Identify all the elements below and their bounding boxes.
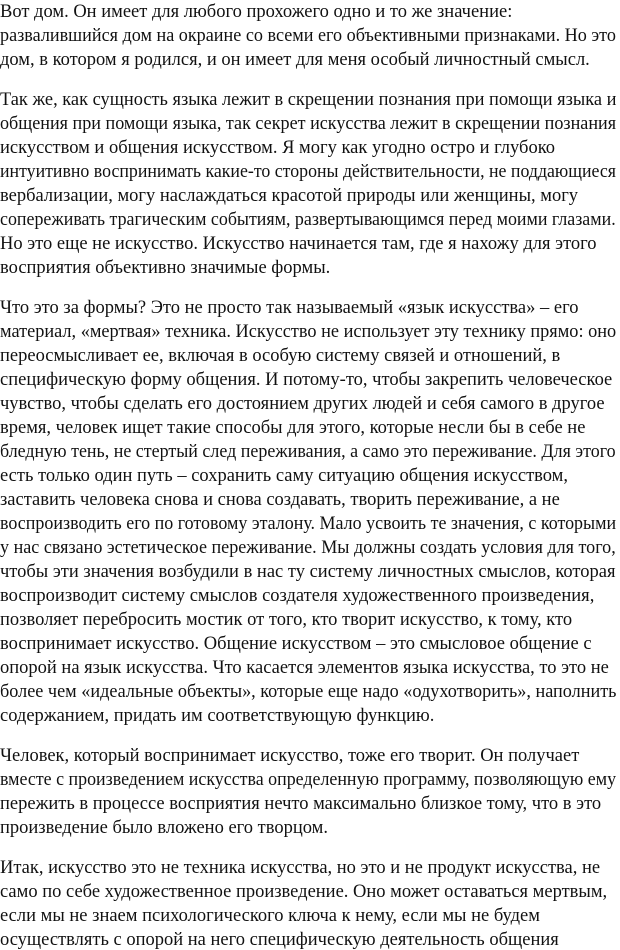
text-line: восприятия объективно значимые формы.: [0, 258, 331, 278]
text-line: Так же, как сущность языка лежит в скрещении познания при помощи языка и: [0, 90, 617, 110]
text-line: Что это за формы? Это не просто так называемый «язык искусства» – его: [0, 298, 579, 318]
text-line: чтобы эти значения возбудили в нас ту систему личностных смыслов, которая: [0, 562, 616, 582]
text-line: воспринимает искусство. Общение искусством – это смысловое общение с: [0, 634, 592, 654]
text-line: вместе с произведением искусства определенную программу, позволяющую ему: [0, 770, 617, 790]
text-line: позволяет перебросить мостик от того, кто творит искусство, к тому, кто: [0, 610, 573, 630]
text-line: содержанием, придать им соответствующую функцию.: [0, 706, 435, 726]
text-line: искусством и общения искусством. Я могу как угодно остро и глубоко: [0, 138, 555, 158]
text-line: если мы не знаем психологического ключа к нему, если мы не будем: [0, 906, 540, 926]
text-line: Человек, который воспринимает искусство, тоже его творит. Он получает: [0, 746, 580, 766]
text-line: общения при помощи языка, так секрет искусства лежит в скрещении познания: [0, 114, 617, 134]
text-line: время, человек ищет такие способы для этого, которые несли бы в себе не: [0, 418, 586, 438]
text-line: развалившийся дом на окраине со всеми его объективными признаками. Но это: [0, 26, 616, 46]
text-line: произведение было вложено его творцом.: [0, 818, 328, 838]
text-line: сопереживать трагическим событиям, развертывающимся перед моими глазами.: [0, 210, 616, 230]
text-line: интуитивно воспринимать какие-то стороны действительности, не поддающиеся: [0, 162, 617, 182]
text-line: переосмысливает ее, включая в особую систему связей и отношений, в: [0, 346, 561, 366]
text-line: воспроизводить его по готовому эталону. Мало усвоить те значения, с которыми: [0, 514, 617, 534]
text-line: вербализации, могу наслаждаться красотой природы или женщины, могу: [0, 186, 579, 206]
text-line: осуществлять с опорой на него специфическую деятельность общения: [0, 930, 559, 950]
text-line: есть только один путь – сохранить саму ситуацию общения искусством,: [0, 466, 568, 486]
text-line: заставить человека снова и снова создавать, творить переживание, а не: [0, 490, 560, 510]
text-line: само по себе художественное произведение. Оно может оставаться мертвым,: [0, 882, 608, 902]
text-line: материал, «мертвая» техника. Искусство не использует эту технику прямо: оно: [0, 322, 617, 342]
text-line: опорой на язык искусства. Что касается элементов языка искусства, то это не: [0, 658, 609, 678]
text-line: чувство, чтобы сделать его достоянием других людей и себя самого в другое: [0, 394, 605, 414]
text-line: более чем «идеальные объекты», которые еще надо «одухотворить», наполнить: [0, 682, 617, 702]
text-line: Но это еще не искусство. Искусство начинается там, где я нахожу для этого: [0, 234, 597, 254]
text-line: пережить в процессе восприятия нечто максимально близкое тому, что в это: [0, 794, 602, 814]
text-line: дом, в котором я родился, и он имеет для меня особый личностный смысл.: [0, 50, 590, 70]
text-line: Вот дом. Он имеет для любого прохожего одно и то же значение:: [0, 2, 513, 22]
text-line: специфическую форму общения. И потому-то, чтобы закрепить человеческое: [0, 370, 613, 390]
text-line: у нас связано эстетическое переживание. Мы должны создать условия для того,: [0, 538, 616, 558]
text-line: Итак, искусство это не техника искусства, но это и не продукт искусства, не: [0, 858, 601, 878]
text-line: воспроизводит систему смыслов создателя художественного произведения,: [0, 586, 595, 606]
text-line: бледную тень, не стертый след переживания, а само это переживание. Для этого: [0, 442, 616, 462]
